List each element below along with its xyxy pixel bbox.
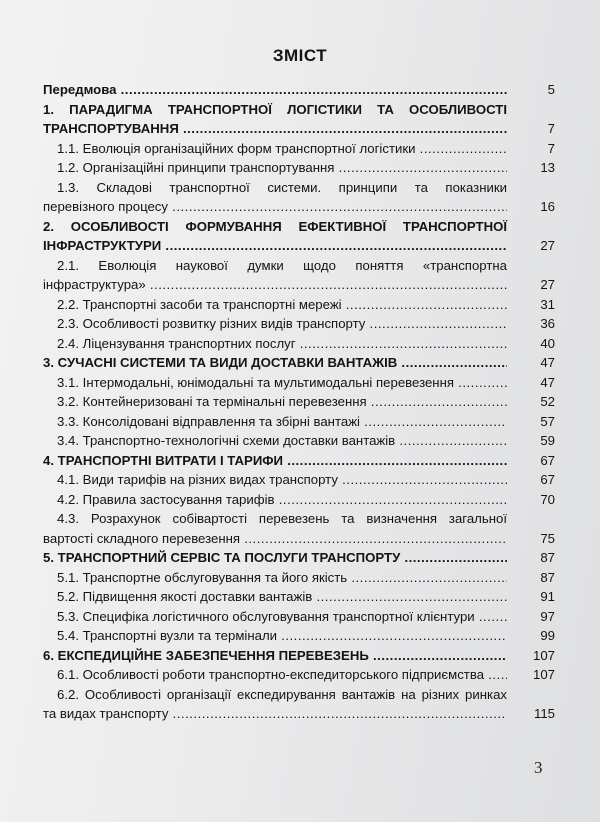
toc-entry-label-line2: та видах транспорту ..... (43, 706, 507, 721)
toc-entry-section-2-2[interactable] (43, 295, 555, 315)
toc-entry-chapter-2[interactable] (43, 217, 555, 256)
toc-entry-label: 3. СУЧАСНІ СИСТЕМИ ТА ВИДИ ДОСТАВКИ ВАНТАЖІВ ..... (43, 355, 507, 370)
toc-page-number: 7 (547, 140, 555, 156)
toc-entry-chapter-1[interactable] (43, 100, 555, 139)
toc-entry-label: 5. ТРАНСПОРТНИЙ СЕРВІС ТА ПОСЛУГИ ТРАНСПОРТУ ..... (43, 550, 507, 565)
toc-entry-label-line1: 6.2. Особливості організації експедирування вантажів на різних ринках (57, 686, 507, 702)
toc-page-number: 107 (532, 667, 555, 682)
toc-page-number: 75 (540, 530, 555, 546)
toc-entry-section-3-3[interactable] (43, 412, 555, 432)
toc-entry-label-line2: вартості складного перевезення ..... (43, 531, 507, 546)
toc-entry-section-1-1[interactable] (43, 139, 555, 159)
toc-entry-label: 5.3. Специфіка логістичного обслуговування транспортної клієнтури ..... (57, 609, 507, 624)
toc-entry-preface[interactable] (43, 80, 555, 100)
toc-entry-label-line1: 2.1. Еволюція наукової думки щодо поняття «транспортна (57, 257, 507, 273)
toc-entry-section-6-1[interactable] (43, 665, 555, 685)
toc-entry-label-line2: перевізного процесу ..... (43, 199, 507, 214)
toc-page-number: 36 (540, 316, 555, 331)
toc-entry-label: 5.4. Транспортні вузли та термінали ..... (57, 628, 507, 643)
toc-page-number: 67 (540, 472, 555, 487)
toc-entry-label-line1: 1.3. Складові транспортної системи. принципи та показники (57, 179, 507, 195)
toc-entry-label: Передмова ..... (43, 82, 507, 97)
toc-entry-section-2-1[interactable] (43, 256, 555, 295)
toc-page-number: 13 (540, 160, 555, 175)
toc-entry-section-1-2[interactable] (43, 158, 555, 178)
toc-entry-label: 3.4. Транспортно-технологічні схеми доставки вантажів ..... (57, 433, 507, 448)
toc-page-number: 16 (540, 199, 555, 214)
toc-entry-section-5-1[interactable] (43, 568, 555, 588)
toc-page-number: 99 (540, 628, 555, 643)
toc-entry-section-1-3[interactable] (43, 178, 555, 217)
toc-page-number: 91 (540, 589, 555, 604)
toc-entry-label: 2.2. Транспортні засоби та транспортні мережі ..... (57, 297, 507, 312)
toc-page-number: 70 (540, 491, 555, 507)
toc-entry-label: 1.2. Організаційні принципи транспортування ..... (57, 160, 507, 175)
toc-entry-section-3-4[interactable] (43, 431, 555, 451)
toc-entry-label: 4.2. Правила застосування тарифів ..... (57, 492, 507, 507)
toc-page-number: 67 (540, 452, 555, 468)
toc-entry-section-5-4[interactable] (43, 626, 555, 646)
toc-entry-section-6-2[interactable] (43, 685, 555, 724)
toc-page-number: 27 (540, 238, 555, 253)
toc-entry-section-4-2[interactable] (43, 490, 555, 510)
toc-entry-chapter-4[interactable] (43, 451, 555, 471)
toc-page-number: 40 (540, 335, 555, 351)
toc-entry-label: 6.1. Особливості роботи транспортно-експедиторського підприємства ..... (57, 667, 507, 682)
page-title: ЗМІСТ (272, 46, 328, 65)
toc-page-number: 97 (540, 608, 555, 624)
toc-entry-section-4-1[interactable] (43, 470, 555, 490)
toc-entry-label: 4. ТРАНСПОРТНІ ВИТРАТИ І ТАРИФИ ..... (43, 453, 507, 468)
page-number: 3 (534, 758, 543, 777)
toc-entry-label-line1: 4.3. Розрахунок собівартості перевезень та визначення загальної (57, 511, 507, 526)
toc-page-number: 107 (532, 647, 555, 663)
toc-page-number: 59 (540, 433, 555, 448)
toc-entry-label: 3.2. Контейнеризовані та термінальні перевезення ..... (57, 394, 507, 409)
toc-entry-label: 6. ЕКСПЕДИЦІЙНЕ ЗАБЕЗПЕЧЕННЯ ПЕРЕВЕЗЕНЬ ..... (43, 648, 507, 663)
toc-page-number: 87 (540, 550, 555, 565)
toc-entry-label: 4.1. Види тарифів на різних видах транспорту ..... (57, 472, 507, 487)
toc-entry-label-line1: 1. ПАРАДИГМА ТРАНСПОРТНОЇ ЛОГІСТИКИ ТА ОСОБЛИВОСТІ (43, 101, 507, 117)
toc-page-number: 27 (540, 277, 555, 292)
toc-entry-section-3-1[interactable] (43, 373, 555, 393)
toc-entry-label: 1.1. Еволюція організаційних форм транспортної логістики ..... (57, 141, 507, 156)
toc-entry-section-5-3[interactable] (43, 607, 555, 627)
toc-entry-chapter-3[interactable] (43, 353, 555, 373)
toc-entry-label-line2: інфраструктура» ..... (43, 277, 507, 292)
toc-entry-section-2-4[interactable] (43, 334, 555, 354)
table-of-contents (43, 80, 555, 724)
toc-entry-label: 3.1. Інтермодальні, юнімодальні та мультимодальні перевезення ..... (57, 375, 507, 390)
toc-page-number: 115 (533, 706, 555, 721)
toc-entry-label: 2.3. Особливості розвитку різних видів транспорту ..... (57, 316, 507, 331)
toc-entry-section-5-2[interactable] (43, 587, 555, 607)
toc-entry-section-2-3[interactable] (43, 314, 555, 334)
toc-page-number: 87 (540, 569, 555, 585)
toc-entry-label: 5.1. Транспортне обслуговування та його якість ..... (57, 570, 507, 585)
toc-page-number: 57 (540, 413, 555, 429)
toc-page-number: 47 (540, 355, 555, 370)
toc-entry-label-line2: ТРАНСПОРТУВАННЯ ..... (43, 121, 507, 136)
toc-entry-label: 5.2. Підвищення якості доставки вантажів ..... (57, 589, 507, 604)
toc-entry-label-line2: ІНФРАСТРУКТУРИ ..... (43, 238, 507, 253)
toc-entry-section-4-3[interactable] (43, 509, 555, 548)
toc-entry-chapter-5[interactable] (43, 548, 555, 568)
toc-entry-label-line1: 2. ОСОБЛИВОСТІ ФОРМУВАННЯ ЕФЕКТИВНОЇ ТРАНСПОРТНОЇ (43, 218, 507, 234)
toc-entry-label: 2.4. Ліцензування транспортних послуг ..... (57, 336, 507, 351)
toc-page-number: 47 (540, 374, 555, 390)
toc-entry-label: 3.3. Консолідовані відправлення та збірні вантажі ..... (57, 414, 507, 429)
toc-page-number: 7 (547, 121, 555, 136)
toc-page-number: 31 (540, 296, 555, 312)
toc-page-number: 5 (547, 82, 555, 97)
toc-page-number: 52 (540, 394, 555, 409)
toc-entry-section-3-2[interactable] (43, 392, 555, 412)
toc-entry-chapter-6[interactable] (43, 646, 555, 666)
